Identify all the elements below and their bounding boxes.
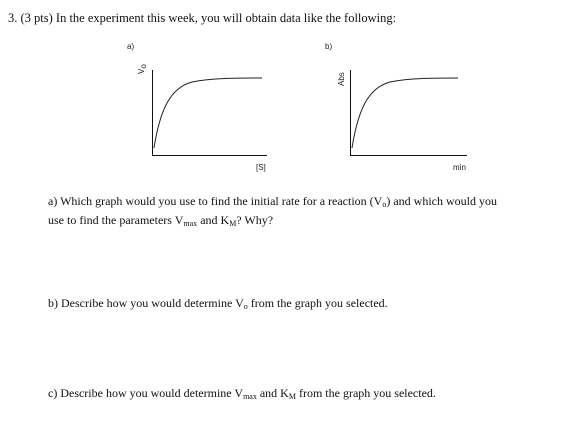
graph-a-curve (154, 78, 262, 148)
question-title: 3. (3 pts) In the experiment this week, you will obtain data like the following: (8, 11, 397, 25)
part-a-line-1: a) Which graph would you use to find the initial rate for a reaction $(V_o)$ and which would you (48, 194, 497, 209)
graph-b-x-label: min (453, 163, 466, 172)
graph-b-curve (352, 78, 458, 148)
graph-b-y-label: Abs (337, 72, 346, 86)
graph-b-panel-label: b) (325, 42, 333, 51)
graph-a-panel-label: a) (127, 42, 135, 51)
part-b-question: b) Describe how you would determine $V_o$ from the graph you selected. (48, 296, 388, 311)
part-a-question (48, 194, 497, 231)
graph-a-y-label: $V_o$ (137, 64, 148, 74)
graph-a-x-label: [S] (256, 163, 266, 172)
part-a-line-2: use to find the parameters $V_{max}$ and $K_M$? Why? (48, 212, 274, 228)
part-c-question: c) Describe how you would determine $V_{max}$ and $K_M$ from the graph you selected. (48, 386, 436, 401)
graph-a-plot (152, 70, 272, 156)
graph-b-plot (350, 70, 470, 156)
